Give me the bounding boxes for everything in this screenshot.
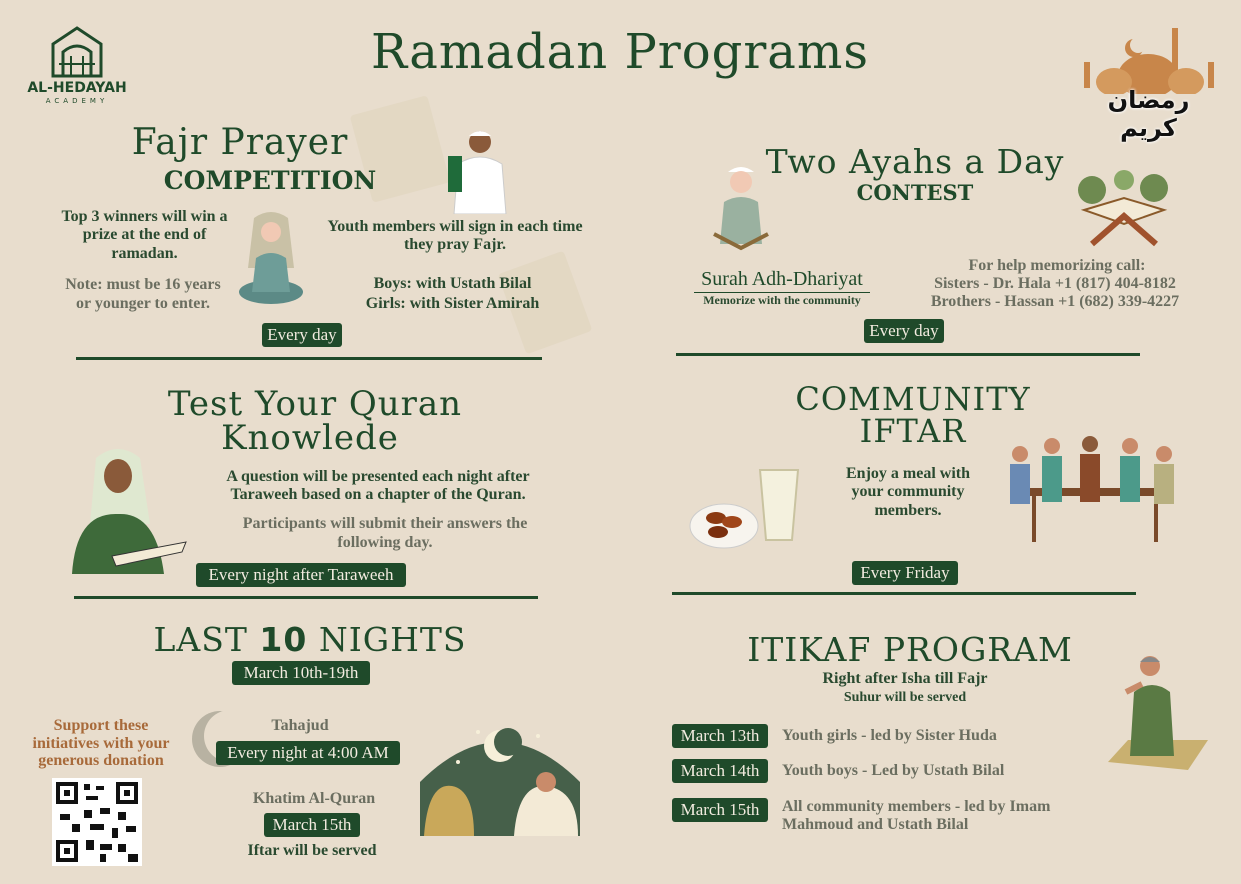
itikaf-row-date: March 14th <box>672 759 768 783</box>
last10-title-a: LAST <box>153 620 248 659</box>
iftar-schedule-badge: Every Friday <box>852 561 958 585</box>
fajr-signin-text: Youth members will sign in each time they pray Fajr. <box>327 218 583 254</box>
itikaf-row-desc: Youth boys - Led by Ustath Bilal <box>782 762 1005 779</box>
ayahs-help-text: For help memorizing call: <box>968 257 1146 274</box>
girl-hijab-icon <box>236 208 306 304</box>
donation-qr-code <box>52 778 142 866</box>
itikaf-time: Right after Isha till Fajr <box>822 670 988 687</box>
last10-title-number: 10 <box>259 620 308 659</box>
logo-text: AL-HEDAYAH <box>27 80 127 96</box>
page-title: Ramadan Programs <box>370 24 870 80</box>
quran-title-line2: Knowlede <box>221 418 399 458</box>
ramadan-kareem-badge <box>1076 24 1221 142</box>
fajr-girls-text: Girls: with Sister Amirah <box>365 295 540 312</box>
fajr-schedule-badge: Every day <box>262 323 342 347</box>
quran-stand-icon <box>1072 170 1174 250</box>
quran-schedule-badge: Every night after Taraweeh <box>196 563 406 587</box>
ayahs-sisters-contact: Sisters - Dr. Hala +1 (817) 404-8182 <box>934 275 1176 292</box>
ayahs-schedule-badge: Every day <box>864 319 944 343</box>
moon-gazers-icon <box>418 712 582 836</box>
section-divider <box>672 592 1136 595</box>
ayahs-subtitle: CONTEST <box>856 180 974 205</box>
itikaf-schedule-list <box>672 722 1092 842</box>
fajr-boys-text: Boys: with Ustath Bilal <box>373 275 532 292</box>
last10-title <box>140 620 480 659</box>
logo-subtext: ACADEMY <box>45 97 109 105</box>
man-praying-icon <box>438 124 512 214</box>
ayahs-surah-note: Memorize with the community <box>703 293 861 307</box>
man-praying-itikaf-icon <box>1104 652 1208 772</box>
last10-tahajud-label: Tahajud <box>271 717 329 734</box>
iftar-desc-text: Enjoy a meal with your community members. <box>846 465 970 519</box>
fajr-title: Fajr Prayer <box>131 122 349 163</box>
last10-dates-badge: March 10th-19th <box>232 661 370 685</box>
itikaf-row <box>672 722 1092 752</box>
last10-tahajud-time: Every night at 4:00 AM <box>216 741 400 765</box>
section-divider <box>76 357 542 360</box>
people-dining-icon <box>1000 432 1184 544</box>
ayahs-brothers-contact: Brothers - Hassan +1 (682) 339-4227 <box>930 293 1180 310</box>
last10-khatim-date: March 15th <box>264 813 360 837</box>
ramadan-kareem-text: رمضان كريم <box>1107 86 1190 142</box>
itikaf-row <box>672 757 1092 787</box>
mosque-logo-icon <box>49 26 105 78</box>
ayahs-title: Two Ayahs a Day <box>765 142 1065 181</box>
itikaf-suhur: Suhur will be served <box>843 690 967 705</box>
woman-writing-icon <box>66 444 190 580</box>
itikaf-row-desc: Youth girls - led by Sister Huda <box>782 727 997 744</box>
last10-khatim-label: Khatim Al-Quran <box>252 790 376 807</box>
iftar-title-line1: COMMUNITY <box>795 380 1031 418</box>
fajr-note-text: Note: must be 16 years or younger to enter. <box>65 276 221 313</box>
ayahs-surah-name: Surah Adh-Dhariyat <box>701 268 863 290</box>
itikaf-row-date: March 15th <box>672 798 768 822</box>
itikaf-row-date: March 13th <box>672 724 768 748</box>
quran-title-line1: Test Your Quran <box>167 384 463 424</box>
quran-note-text: Participants will submit their answers the following day. <box>242 515 528 552</box>
qr-code-icon <box>56 782 138 862</box>
dates-and-milk-icon <box>688 460 812 560</box>
boy-reading-quran-icon <box>708 158 774 258</box>
last10-iftar-note: Iftar will be served <box>247 842 377 859</box>
last10-title-b: NIGHTS <box>318 620 467 659</box>
academy-logo <box>22 26 132 106</box>
itikaf-row <box>672 796 1092 842</box>
section-divider <box>74 596 538 599</box>
fajr-subtitle: COMPETITION <box>163 166 377 195</box>
section-divider <box>676 353 1140 356</box>
quran-desc-text: A question will be presented each night after Taraweeh based on a chapter of the Quran. <box>226 468 530 504</box>
mosque-silhouette-icon <box>1076 24 1221 94</box>
fajr-prize-text: Top 3 winners will win a prize at the end of ramadan. <box>61 208 228 262</box>
iftar-title-line2: IFTAR <box>859 412 967 450</box>
itikaf-row-desc: All community members - led by Imam Mahmoud and Ustath Bilal <box>782 798 1051 834</box>
itikaf-title: ITIKAF PROGRAM <box>747 630 1073 669</box>
last10-support-text: Support these initiatives with your generous donation <box>32 717 170 770</box>
